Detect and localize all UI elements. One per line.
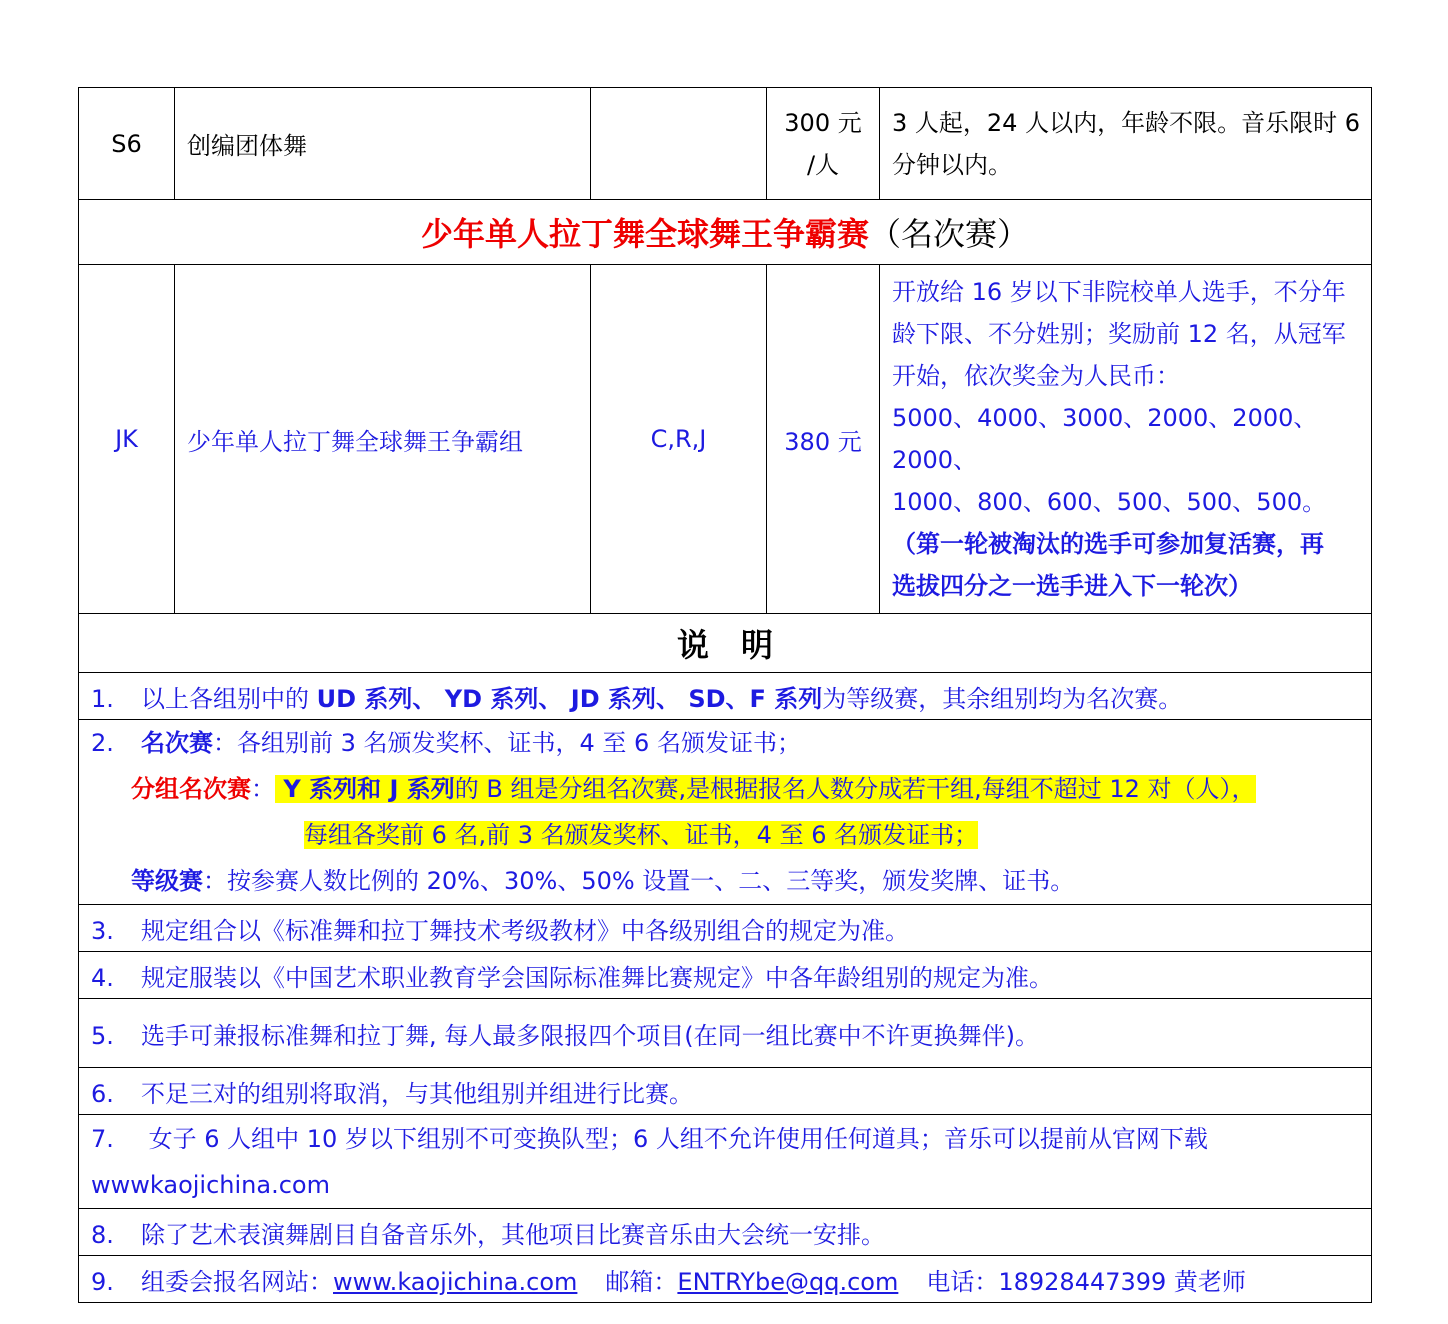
row-jk <box>79 265 1372 614</box>
jk-fee: 380 元 <box>767 265 880 614</box>
s6-code: S6 <box>79 88 175 200</box>
note-9-cell <box>79 1256 1372 1303</box>
s6-fee-line1: 300 元 <box>784 108 862 137</box>
s6-description <box>880 88 1372 200</box>
note-number: 8. <box>91 1220 114 1249</box>
note-2-label-grade: 等级赛 <box>131 867 203 895</box>
note-9-site-label: 组委会报名网站： <box>141 1267 333 1296</box>
note-2-highlight-text2: 每组各奖前 6 名,前 3 名颁发奖杯、证书，4 至 6 名颁发证书； <box>304 821 979 849</box>
note-7-line1 <box>91 1116 1361 1162</box>
note-1-yd: YD 系列、 <box>436 684 563 713</box>
note-number: 6. <box>91 1079 114 1108</box>
note-1-ud: UD 系列、 <box>316 684 437 713</box>
jk-desc-line: 龄下限、不分姓别；奖励前 12 名，从冠军 <box>892 320 1346 348</box>
row-s6 <box>79 88 1372 200</box>
row-section-title <box>79 200 1372 265</box>
note-4-text: 规定服装以《中国艺术职业教育学会国际标准舞比赛规定》中各年龄组别的规定为准。 <box>141 963 1053 992</box>
note-7 <box>79 1115 1372 1209</box>
jk-description <box>880 265 1372 614</box>
note-7-text: 女子 6 人组中 10 岁以下组别不可变换队型；6 人组不允许使用任何道具；音乐可以提前从官网下载 <box>141 1124 1208 1153</box>
note-2-text-ranking: ：各组别前 3 名颁发奖杯、证书，4 至 6 名颁发证书； <box>213 729 801 757</box>
jk-desc-bold-line1: （第一轮被淘汰的选手可参加复活赛，再 <box>892 530 1324 558</box>
note-7-cell <box>79 1115 1372 1209</box>
note-2-line2 <box>91 766 1361 812</box>
note-5 <box>79 999 1372 1068</box>
note-1-post: 为等级赛，其余组别均为名次赛。 <box>822 684 1183 713</box>
note-5-cell <box>79 999 1372 1068</box>
note-number: 5. <box>91 1021 114 1050</box>
note-9-mail-label: 邮箱： <box>605 1267 678 1296</box>
note-8-cell <box>79 1209 1372 1256</box>
note-3-text: 规定组合以《标准舞和拉丁舞技术考级教材》中各级别组合的规定为准。 <box>141 916 909 945</box>
note-2-line4 <box>91 858 1361 904</box>
section-title-red: 少年单人拉丁舞全球舞王争霸赛 <box>420 215 869 253</box>
section-title <box>79 200 1372 265</box>
jk-dances: C,R,J <box>591 265 767 614</box>
s6-dances <box>591 88 767 200</box>
email-link[interactable]: ENTRYbe@qq.com <box>677 1267 899 1296</box>
jk-desc-line: 5000、4000、3000、2000、2000、2000、 <box>892 404 1318 474</box>
website-link[interactable]: www.kaojichina.com <box>333 1267 578 1296</box>
section-title-black: （名次赛） <box>869 215 1030 253</box>
note-4 <box>79 952 1372 999</box>
s6-fee <box>767 88 880 200</box>
jk-desc-line: 1000、800、600、500、500、500。 <box>892 488 1327 516</box>
note-number: 4. <box>91 963 114 992</box>
note-2-label-group-ranking: 分组名次赛 <box>131 775 251 803</box>
explain-title: 说 明 <box>79 614 1372 673</box>
note-6-cell <box>79 1068 1372 1115</box>
s6-desc-line2: 分钟以内。 <box>892 150 1012 179</box>
note-2-line1 <box>91 720 1361 766</box>
competition-table <box>78 87 1372 1303</box>
note-3 <box>79 905 1372 952</box>
note-2-text-grade: ：按参赛人数比例的 20%、30%、50% 设置一、二、三等奖，颁发奖牌、证书。 <box>203 867 1075 895</box>
note-8 <box>79 1209 1372 1256</box>
note-1 <box>79 673 1372 720</box>
note-6-text: 不足三对的组别将取消，与其他组别并组进行比赛。 <box>141 1079 693 1108</box>
jk-code: JK <box>79 265 175 614</box>
note-5-text: 选手可兼报标准舞和拉丁舞, 每人最多限报四个项目(在同一组比赛中不许更换舞伴)。 <box>141 1021 1039 1050</box>
note-7-line2: wwwkaojichina.com <box>91 1170 330 1199</box>
jk-name: 少年单人拉丁舞全球舞王争霸组 <box>175 265 591 614</box>
note-number: 3. <box>91 916 114 945</box>
note-2-line3 <box>91 812 1361 858</box>
jk-desc-line: 开放给 16 岁以下非院校单人选手，不分年 <box>892 278 1346 306</box>
s6-desc-line1: 3 人起，24 人以内，年龄不限。音乐限时 6 <box>892 108 1360 137</box>
note-number: 7. <box>91 1124 114 1153</box>
note-2-highlight-text1: 的 B 组是分组名次赛,是根据报名人数分成若干组,每组不超过 12 对（人）， <box>454 775 1256 803</box>
note-1-pre: 以上各组别中的 <box>141 684 317 713</box>
note-number: 2. <box>91 729 114 757</box>
note-1-cell <box>79 673 1372 720</box>
note-3-cell <box>79 905 1372 952</box>
s6-name: 创编团体舞 <box>175 88 591 200</box>
note-2-label-ranking: 名次赛 <box>141 729 213 757</box>
note-number: 9. <box>91 1267 114 1296</box>
note-2 <box>79 720 1372 905</box>
jk-desc-bold-line2: 选拔四分之一选手进入下一轮次） <box>892 572 1252 600</box>
note-6 <box>79 1068 1372 1115</box>
note-8-text: 除了艺术表演舞剧目自备音乐外，其他项目比赛音乐由大会统一安排。 <box>141 1220 885 1249</box>
note-1-jd: JD 系列、 <box>562 684 680 713</box>
note-9-phone: 电话：18928447399 黄老师 <box>926 1267 1246 1296</box>
note-2-highlight-series: Y 系列和 J 系列 <box>275 775 455 803</box>
note-1-sd: SD、F 系列 <box>679 684 823 713</box>
row-explain-title <box>79 614 1372 673</box>
note-9 <box>79 1256 1372 1303</box>
note-2-colon: ： <box>251 775 275 803</box>
jk-desc-line: 开始，依次奖金为人民币： <box>892 362 1180 390</box>
note-4-cell <box>79 952 1372 999</box>
note-2-cell <box>79 720 1372 905</box>
note-number: 1. <box>91 684 114 713</box>
s6-fee-line2: /人 <box>806 150 840 179</box>
